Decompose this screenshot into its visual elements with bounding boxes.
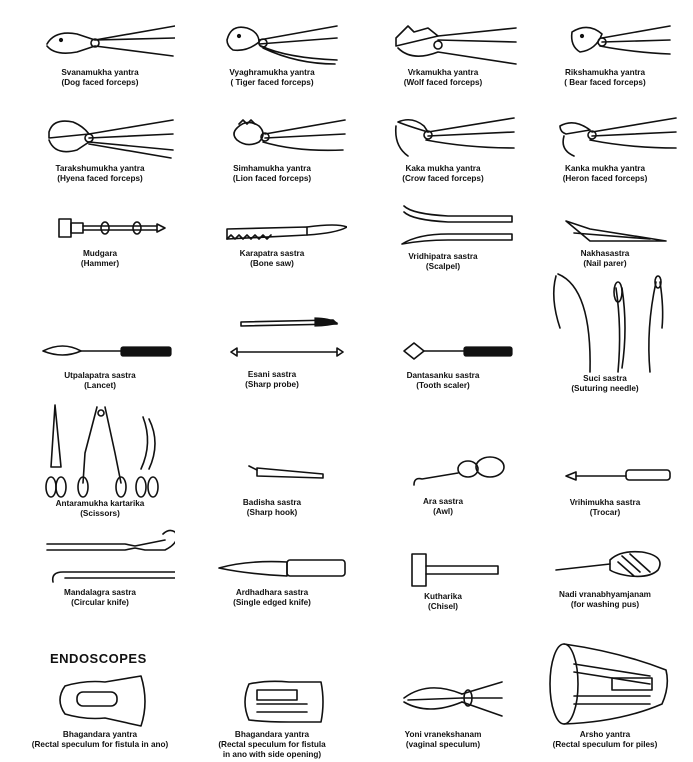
lion-forceps-icon [197, 112, 347, 164]
instrument-name: Badisha sastra [242, 498, 302, 507]
endoscope-bhagandara-2 [187, 672, 357, 760]
endoscope-arsho [520, 642, 690, 750]
instrument-desc: (Tooth scaler) [416, 381, 470, 390]
lancet-icon [25, 335, 175, 371]
endoscope-yoni-vranekshanam [358, 672, 528, 750]
instrument-desc: (for washing pus) [570, 600, 640, 609]
single-edged-knife-icon [197, 550, 347, 588]
instrument-name: Kaka mukha yantra [405, 164, 481, 173]
rectal-speculum-side-opening-icon [197, 672, 347, 730]
instrument-desc: (Hammer) [80, 259, 120, 268]
instrument-name: Simhamukha yantra [233, 164, 311, 173]
endoscope-desc: (Rectal speculum for fistula [218, 740, 326, 749]
instrument-name: Suci sastra [583, 374, 627, 383]
instrument-name: Svanamukha yantra [61, 68, 139, 77]
instrument-desc: (Scalpel) [425, 262, 461, 271]
instrument-karapatra [187, 205, 357, 269]
instrument-name: Tarakshumukha yantra [55, 164, 145, 173]
instrument-desc: (Lion faced forceps) [232, 174, 312, 183]
tooth-scaler-icon [368, 335, 518, 371]
dog-forceps-icon [25, 18, 175, 68]
instrument-mandalagra [15, 528, 185, 608]
instrument-badisha [187, 460, 357, 518]
instrument-vyaghramukha [187, 18, 357, 88]
instrument-desc: (Sharp probe) [245, 380, 299, 389]
instrument-vridhipatra [358, 200, 528, 272]
instrument-desc: (Dog faced forceps) [61, 78, 139, 87]
instrument-desc: (Awl) [433, 507, 453, 516]
instrument-desc: (Single edged knife) [233, 598, 311, 607]
instrument-kankamukha [520, 112, 690, 184]
instrument-name: Vrihimukha sastra [569, 498, 641, 507]
heron-forceps-icon [530, 112, 680, 164]
instrument-name: Mudgara [82, 249, 118, 258]
instrument-ara [358, 455, 528, 517]
instrument-name: Nakhasastra [580, 249, 630, 258]
instrument-kakamukha [358, 112, 528, 184]
bone-saw-icon [197, 205, 347, 249]
rectal-speculum-icon [25, 672, 175, 730]
crow-forceps-icon [368, 112, 518, 164]
instrument-desc: (Wolf faced forceps) [403, 78, 483, 87]
instrument-name: Esani sastra [247, 370, 297, 379]
endoscope-bhagandara-1 [15, 672, 185, 750]
instrument-antaramukha [15, 403, 185, 519]
instrument-name: Vrkamukha yantra [407, 68, 479, 77]
instrument-desc: ( Bear faced forceps) [564, 78, 646, 87]
instrument-desc: (Trocar) [589, 508, 621, 517]
hammer-icon [25, 205, 175, 249]
instrument-name: Karapatra sastra [239, 249, 305, 258]
instrument-name: Utpalapatra sastra [64, 371, 136, 380]
instrument-tarakshumukha [15, 112, 185, 184]
instrument-kutharika [358, 550, 528, 612]
sharp-hook-icon [197, 460, 347, 498]
instrument-desc: (Hyena faced forceps) [57, 174, 143, 183]
instrument-vrkamukha [358, 18, 528, 88]
washing-pus-syringe-icon [530, 546, 680, 590]
instrument-name: Rikshamukha yantra [564, 68, 646, 77]
instrument-desc: (Lancet) [84, 381, 116, 390]
instrument-desc: (Circular knife) [71, 598, 129, 607]
instrument-vrihimukha [520, 460, 690, 518]
endoscopes-heading: ENDOSCOPES [50, 651, 147, 666]
trocar-icon [530, 460, 680, 498]
instrument-desc: (Sharp hook) [246, 508, 298, 517]
instrument-name: Vyaghramukha yantra [229, 68, 315, 77]
instrument-nadi-vranabhyamjanam [520, 546, 690, 610]
instrument-desc: (Scissors) [80, 509, 120, 518]
endoscope-name: Bhagandara yantra [62, 730, 138, 739]
instrument-rikshamukha [520, 18, 690, 88]
endoscope-name: Yoni vranekshanam [404, 730, 482, 739]
tiger-forceps-icon [197, 18, 347, 68]
instrument-name: Nadi vranabhyamjanam [559, 590, 651, 599]
suturing-needle-icon [530, 268, 680, 374]
bear-forceps-icon [530, 18, 680, 68]
chisel-icon [368, 550, 518, 592]
instrument-esani [187, 312, 357, 390]
hyena-forceps-icon [25, 112, 175, 164]
instrument-ardhadhara [187, 550, 357, 608]
instrument-name: Ardhadhara sastra [235, 588, 309, 597]
instrument-name: Antaramukha kartarika [55, 499, 145, 508]
instrument-desc: (Suturing needle) [571, 384, 639, 393]
instrument-name: Mandalagra sastra [64, 588, 136, 597]
sharp-probe-icon [197, 312, 347, 370]
instrument-mudgara [15, 205, 185, 269]
instrument-name: Vridhipatra sastra [408, 252, 478, 261]
endoscope-name: Bhagandara yantra [234, 730, 310, 739]
endoscope-desc: (Rectal speculum for piles) [552, 740, 658, 749]
instrument-dantasanku [358, 335, 528, 391]
instrument-name: Ara sastra [422, 497, 464, 506]
instrument-name: Kutharika [424, 592, 462, 601]
instrument-desc: (Chisel) [427, 602, 459, 611]
endoscope-name: Arsho yantra [579, 730, 631, 739]
endoscope-desc-line2: in ano with side opening) [222, 750, 322, 759]
instrument-utpalapatra [15, 335, 185, 391]
instrument-desc: (Crow faced forceps) [402, 174, 484, 183]
instrument-nakhasastra [520, 205, 690, 269]
instrument-svanamukha [15, 18, 185, 88]
circular-knife-icon [25, 528, 175, 588]
instrument-desc: ( Tiger faced forceps) [230, 78, 314, 87]
instrument-desc: (Bone saw) [250, 259, 294, 268]
instrument-suci [520, 268, 690, 394]
scissors-icon [25, 403, 175, 499]
endoscope-desc: (vaginal speculum) [405, 740, 481, 749]
vaginal-speculum-icon [368, 672, 518, 730]
wolf-forceps-icon [368, 18, 518, 68]
instrument-simhamukha [187, 112, 357, 184]
instrument-desc: (Nail parer) [583, 259, 627, 268]
piles-speculum-icon [530, 642, 680, 730]
instrument-desc: (Heron faced forceps) [562, 174, 648, 183]
scalpel-icon [368, 200, 518, 252]
nail-parer-icon [530, 205, 680, 249]
endoscope-desc: (Rectal speculum for fistula in ano) [31, 740, 169, 749]
instrument-name: Kanka mukha yantra [564, 164, 646, 173]
awl-icon [368, 455, 518, 497]
instrument-name: Dantasanku sastra [406, 371, 480, 380]
